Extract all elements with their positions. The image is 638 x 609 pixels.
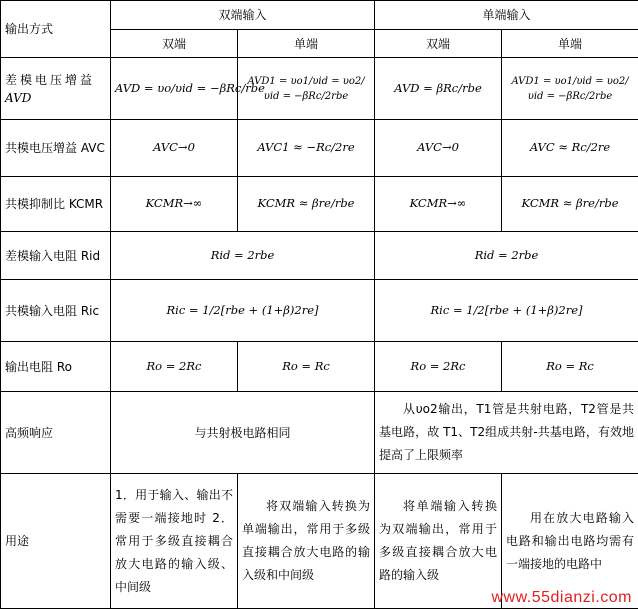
row-label-diff-gain	[1, 58, 111, 120]
common-res-double-input: Ric = 1/2[rbe + (1+β)2re]	[111, 280, 375, 342]
diff-gain-single-single: AVD1 = υo1/υid = υo2/υid = −βRc/2rbe	[502, 58, 638, 120]
header-output-mode: 输出方式	[1, 1, 111, 58]
diff-gain-single-double: AVD = βRc/rbe	[375, 58, 502, 120]
diff-gain-double-double: AVD = υo/υid = −βRc/rbe	[111, 58, 238, 120]
cmrr-single-double: KCMR→∞	[375, 177, 502, 232]
cmrr-double-single: KCMR ≈ βre/rbe	[238, 177, 375, 232]
header-double-input: 双端输入	[111, 1, 375, 30]
usage-double-double: 1．用于输入、输出不需要一端接地时 2．常用于多级直接耦合放大电路的输入级、中间级	[111, 474, 238, 609]
usage-single-single: 用在放大电路输入电路和输出电路均需有一端接地的电路中	[502, 474, 638, 609]
usage-single-double: 将单端输入转换为双端输出，常用于多级直接耦合放大电路的输入级	[375, 474, 502, 609]
usage-double-single: 将双端输入转换为单端输出，常用于多级直接耦合放大电路的输入级和中间级	[238, 474, 375, 609]
row-label-common-res: 共模输入电阻 Ric	[1, 280, 111, 342]
row-label-cmrr: 共模抑制比 KCMR	[1, 177, 111, 232]
out-res-single-single: Ro = Rc	[502, 342, 638, 392]
header-double-output-2: 双端	[375, 30, 502, 58]
out-res-double-single: Ro = Rc	[238, 342, 375, 392]
header-single-input: 单端输入	[375, 1, 638, 30]
common-gain-single-double: AVC→0	[375, 120, 502, 177]
high-freq-double-input: 与共射极电路相同	[111, 392, 375, 474]
common-gain-single-single: AVC ≈ Rc/2re	[502, 120, 638, 177]
common-gain-double-single: AVC1 ≈ −Rc/2re	[238, 120, 375, 177]
row-label-diff-res: 差模输入电阻 Rid	[1, 232, 111, 280]
diff-res-single-input: Rid = 2rbe	[375, 232, 638, 280]
cmrr-double-double: KCMR→∞	[111, 177, 238, 232]
row-label-common-gain: 共模电压增益 AVC	[1, 120, 111, 177]
header-double-output-1: 双端	[111, 30, 238, 58]
common-gain-double-double: AVC→0	[111, 120, 238, 177]
diff-gain-label-symbol: AVD	[5, 90, 32, 105]
row-label-usage: 用途	[1, 474, 111, 609]
out-res-single-double: Ro = 2Rc	[375, 342, 502, 392]
header-single-output-2: 单端	[502, 30, 638, 58]
row-label-high-freq: 高频响应	[1, 392, 111, 474]
diff-gain-label-text: 差模电压增益	[5, 72, 96, 87]
out-res-double-double: Ro = 2Rc	[111, 342, 238, 392]
common-res-single-input: Ric = 1/2[rbe + (1+β)2re]	[375, 280, 638, 342]
header-single-output-1: 单端	[238, 30, 375, 58]
diff-gain-double-single: AVD1 = υo1/υid = υo2/υid = −βRc/2rbe	[238, 58, 375, 120]
cmrr-single-single: KCMR ≈ βre/rbe	[502, 177, 638, 232]
row-label-out-res: 输出电阻 Ro	[1, 342, 111, 392]
site-watermark: www.55dianzi.com	[491, 589, 632, 606]
high-freq-single-input: 从υo2输出，T1管是共射电路，T2管是共基电路，故 T1、T2组成共射-共基电路，有效地提高了上限频率	[375, 392, 638, 474]
diff-res-double-input: Rid = 2rbe	[111, 232, 375, 280]
